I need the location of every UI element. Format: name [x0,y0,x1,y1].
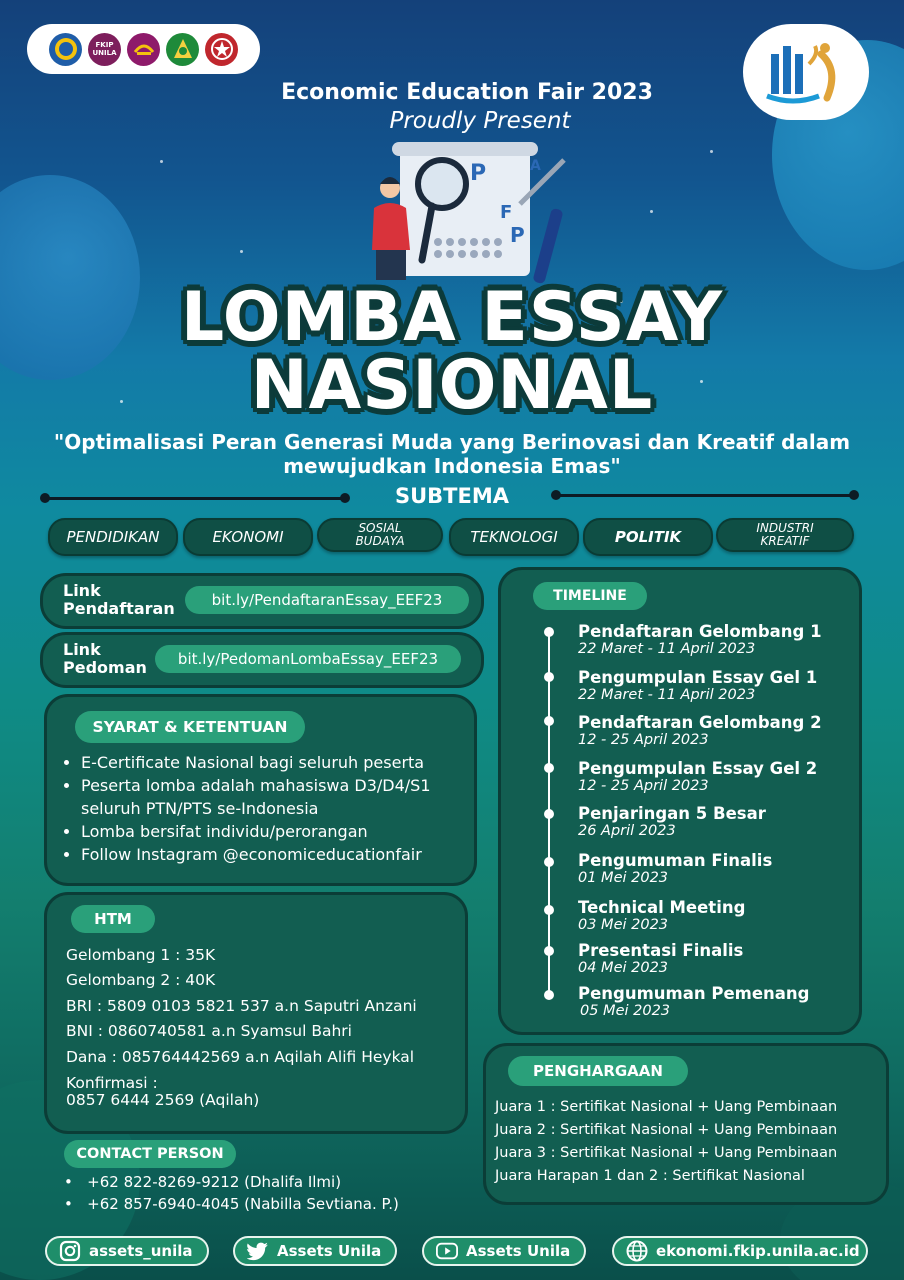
svg-text:A: A [530,158,541,174]
timeline-dot [544,672,554,682]
subtema-chip-sosial-budaya: SOSIAL BUDAYA [317,518,443,552]
award-item: Juara Harapan 1 dan 2 : Sertifikat Nasional [495,1168,805,1184]
timeline-dot [544,905,554,915]
youtube-link[interactable]: Assets Unila [422,1236,586,1266]
timeline-item: Penjaringan 5 Besar 26 April 2023 [578,804,766,839]
subtema-heading: SUBTEMA [394,484,509,508]
subtema-chip-teknologi: TEKNOLOGI [449,518,579,556]
youtube-icon [436,1240,458,1262]
timeline-item: Pengumuman Pemenang 05 Mei 2023 [578,984,810,1019]
unila-logo-icon [49,33,82,66]
award-item: Juara 3 : Sertifikat Nasional + Uang Pembinaan [495,1145,838,1161]
registration-link-label: Link Pendaftaran [63,581,175,618]
guide-link-panel [40,632,484,688]
rules-list [63,751,481,866]
instagram-icon [59,1240,81,1262]
globe-icon [626,1240,648,1262]
htm-line: Gelombang 1 : 35K [66,946,216,964]
htm-confirm-label: Konfirmasi : [66,1074,158,1092]
contact-heading: CONTACT PERSON [64,1140,236,1168]
himpunan-logo-icon [127,33,160,66]
presents-text: Proudly Present [389,108,571,134]
timeline-item: Pengumuman Finalis 01 Mei 2023 [578,851,773,886]
theme-quote: "Optimalisasi Peran Generasi Muda yang Berinovasi dan Kreatif dalam mewujudkan Indonesia Emas" [53,430,851,478]
subtema-chip-ekonomi: EKONOMI [183,518,313,556]
timeline-item: Presentasi Finalis 04 Mei 2023 [578,941,744,976]
timeline-dot [544,857,554,867]
guide-link[interactable]: bit.ly/PedomanLombaEssay_EEF23 [155,645,461,673]
subtema-chip-politik: POLITIK [583,518,713,556]
website-link[interactable]: ekonomi.fkip.unila.ac.id [612,1236,868,1266]
twitter-link[interactable]: Assets Unila [233,1236,397,1266]
award-item: Juara 1 : Sertifikat Nasional + Uang Pembinaan [495,1099,838,1115]
htm-line: Gelombang 2 : 40K [66,971,216,989]
rules-item: • Lomba bersifat individu/perorangan [81,820,481,843]
timeline-item: Pengumpulan Essay Gel 2 12 - 25 April 2023 [578,759,818,794]
timeline-dot [544,627,554,637]
rules-heading: SYARAT & KETENTUAN [75,711,305,743]
rules-item: • Peserta lomba adalah mahasiswa D3/D4/S1 seluruh PTN/PTS se-Indonesia [81,774,481,820]
eef-logo-icon [743,24,869,120]
svg-text:P: P [470,161,487,186]
star-decoration [240,250,243,253]
registration-link[interactable]: bit.ly/PendaftaranEssay_EEF23 [185,586,469,614]
eef-brand-logo [743,24,869,120]
essay-illustration [360,138,590,298]
event-title: Economic Education Fair 2023 [281,80,653,105]
star-decoration [160,160,163,163]
partner-logo-strip [27,24,260,74]
svg-text:F: F [500,202,513,223]
divider-dot-right [849,490,859,500]
guide-link-label: Link Pedoman [63,640,147,677]
main-title-line2: NASIONAL [250,346,654,425]
registration-link-panel [40,573,484,629]
htm-line: BRI : 5809 0103 5821 537 a.n Saputri Anzani [66,997,417,1015]
subtema-chip-pendidikan: PENDIDIKAN [48,518,178,556]
svg-text:P: P [510,223,525,247]
awards-heading: PENGHARGAAN [508,1056,688,1086]
instagram-link[interactable]: assets_unila [45,1236,209,1266]
timeline-dot [544,716,554,726]
award-item: Juara 2 : Sertifikat Nasional + Uang Pembinaan [495,1122,838,1138]
main-title-line1: LOMBA ESSAY [180,278,724,357]
star-decoration [710,150,713,153]
timeline-item: Pengumpulan Essay Gel 1 22 Maret - 11 April 2023 [578,668,818,703]
timeline-heading: TIMELINE [533,582,647,610]
contact-item[interactable]: • +62 857-6940-4045 (Nabilla Sevtiana. P.) [64,1195,399,1213]
contact-item[interactable]: • +62 822-8269-9212 (Dhalifa Ilmi) [64,1173,342,1191]
timeline-item: Pendaftaran Gelombang 2 12 - 25 April 2023 [578,713,822,748]
timeline-dot [544,990,554,1000]
subtema-chip-industri-kreatif: INDUSTRI KREATIF [716,518,854,552]
htm-line: Dana : 085764442569 a.n Aqilah Alifi Heykal [66,1048,415,1066]
timeline-item: Pendaftaran Gelombang 1 22 Maret - 11 April 2023 [578,622,822,657]
timeline-dot [544,763,554,773]
green-emblem-logo-icon [166,33,199,66]
rules-item: • Follow Instagram @economiceducationfair [81,843,481,866]
divider-line-left [44,497,346,500]
htm-heading: HTM [71,905,155,933]
red-emblem-logo-icon [205,33,238,66]
star-decoration [650,210,653,213]
fkip-unila-logo: FKIP UNILA [88,33,121,66]
divider-line-right [555,494,855,497]
rules-panel [44,694,477,886]
htm-line: BNI : 0860740581 a.n Syamsul Bahri [66,1022,352,1040]
htm-confirm-value: 0857 6444 2569 (Aqilah) [66,1091,260,1109]
timeline-dot [544,946,554,956]
rules-item: • E-Certificate Nasional bagi seluruh peserta [81,751,481,774]
timeline-item: Technical Meeting 03 Mei 2023 [578,898,746,933]
twitter-icon [247,1240,269,1262]
timeline-dot [544,809,554,819]
